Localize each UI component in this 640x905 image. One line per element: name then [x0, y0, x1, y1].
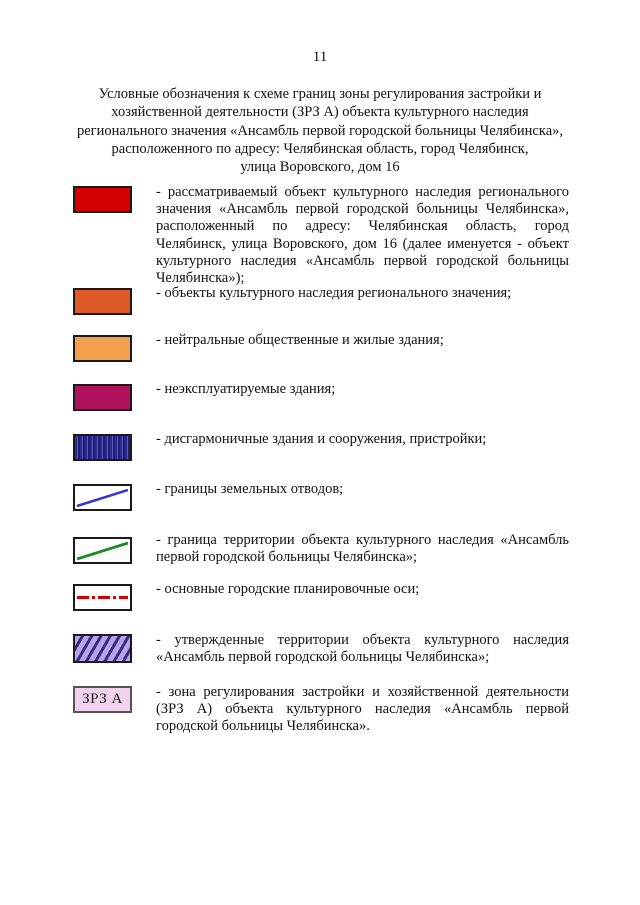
legend-description: - утвержденные территории объекта культурного наследия «Ансамбль первой городской больницы Челябинска»; [156, 632, 569, 666]
page-number: 11 [312, 49, 328, 65]
title-line: расположенного по адресу: Челябинская область, город Челябинск, [111, 140, 529, 157]
legend-description: - зона регулирования застройки и хозяйственной деятельности (ЗРЗ А) объекта культурного наследия «Ансамбль первой городской больницы Челябинска». [156, 684, 569, 735]
legend-description: - рассматриваемый объект культурного наследия регионального значения «Ансамбль первой городской больницы Челябинска», расположенный по адресу: Челябинская область, город Челябинск, улица Воровского, дом 16 (далее именуется - объект культурного наследия «Ансамбль первой городской больницы Челябинска»); [156, 184, 569, 287]
magenta-fill-swatch [73, 384, 132, 411]
legend-description: - границы земельных отводов; [156, 481, 344, 497]
legend-title [60, 85, 580, 176]
red-fill-swatch [73, 186, 132, 213]
light-orange-fill-swatch [73, 335, 132, 362]
title-line: хозяйственной деятельности (ЗРЗ А) объекта культурного наследия [111, 104, 529, 121]
green-diagonal-line-icon [75, 539, 130, 562]
legend-description: - граница территории объекта культурного наследия «Ансамбль первой городской больницы Челябинска»; [156, 532, 569, 566]
blue-line-swatch [73, 484, 132, 511]
title-line: улица Воровского, дом 16 [240, 159, 400, 176]
green-line-swatch [73, 537, 132, 564]
red-dash-dot-line-icon [75, 586, 130, 609]
legend-description: - нейтральные общественные и жилые здания; [156, 332, 444, 348]
legend-description: - дисгармоничные здания и сооружения, пристройки; [156, 431, 487, 447]
orange-fill-swatch [73, 288, 132, 315]
legend-description: - объекты культурного наследия регионального значения; [156, 285, 512, 301]
legend-description: - основные городские планировочные оси; [156, 581, 420, 597]
blue-diagonal-line-icon [75, 486, 130, 509]
legend-description: - неэксплуатируемые здания; [156, 381, 336, 397]
purple-hatch-swatch [73, 634, 132, 663]
zrz-label-swatch: ЗРЗ А [73, 686, 132, 713]
navy-striped-swatch [73, 434, 132, 461]
title-line: регионального значения «Ансамбль первой городской больницы Челябинска», [76, 122, 564, 139]
title-line: Условные обозначения к схеме границ зоны регулирования застройки и [98, 86, 542, 102]
red-dash-dot-swatch [73, 584, 132, 611]
